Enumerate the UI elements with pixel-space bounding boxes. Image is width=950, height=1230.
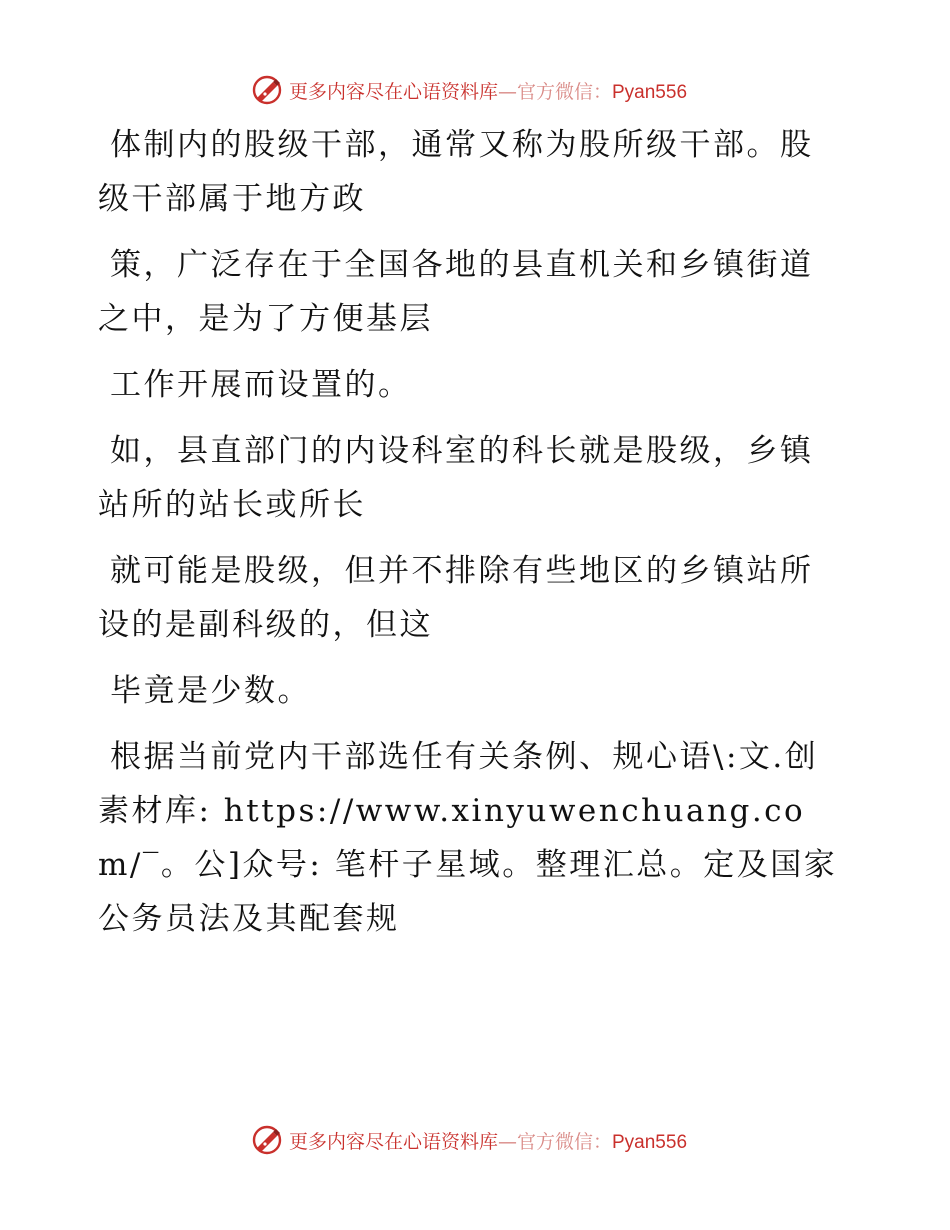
paragraph-4-lead: 如，县直部门的内设科室的科长就是股级，乡镇: [110, 433, 814, 469]
pen-nib-logo-icon: [251, 74, 283, 106]
footer-banner-content: [251, 1124, 687, 1156]
footer-banner-text: [289, 1127, 687, 1154]
header-banner-prefix: 更多内容尽在心语资料库: [288, 80, 498, 103]
header-banner-content: [251, 74, 687, 106]
paragraph-2-rest: 之中，是为了方便基层: [98, 301, 433, 337]
paragraph-5-lead: 就可能是股级，但并不排除有些地区的乡镇站所: [110, 553, 814, 589]
paragraph-3-lead: 工作开展而设置的。: [110, 367, 412, 403]
paragraph-1-rest: 级干部属于地方政: [98, 181, 366, 217]
document-body: [98, 118, 843, 958]
paragraph-7: [98, 730, 843, 946]
paragraph-2-lead: 策，广泛存在于全国各地的县直机关和乡镇街道: [110, 247, 814, 283]
paragraph-4: [98, 424, 843, 532]
footer-banner-suffix: 官方微信：: [516, 1130, 612, 1153]
paragraph-5: [98, 544, 843, 652]
header-banner-suffix: 官方微信：: [516, 80, 612, 103]
paragraph-1: [98, 118, 843, 226]
footer-banner: [0, 1120, 950, 1160]
paragraph-6: [98, 664, 843, 718]
footer-banner-prefix: 更多内容尽在心语资料库: [288, 1130, 498, 1153]
header-banner-dash: —: [497, 80, 517, 103]
paragraph-2: [98, 238, 843, 346]
footer-banner-handle: Pyan556: [612, 1131, 688, 1153]
paragraph-7-lead: 根据当前党内干部选任有关条例、规心语\:文.创: [110, 739, 819, 775]
header-banner: [0, 70, 950, 110]
paragraph-4-rest: 站所的站长或所长: [98, 487, 366, 523]
header-banner-text: [289, 77, 687, 104]
pen-nib-logo-icon: [251, 1124, 283, 1156]
header-banner-handle: Pyan556: [612, 81, 688, 103]
paragraph-7-rest: 素材库: https://www.xinyuwenchuang.com/‾。公]众号: 笔杆子星域。整理汇总。定及国家公务员法及其配套规: [98, 793, 838, 937]
paragraph-6-lead: 毕竟是少数。: [110, 673, 311, 709]
paragraph-5-rest: 设的是副科级的，但这: [98, 607, 433, 643]
footer-banner-dash: —: [497, 1130, 517, 1153]
paragraph-1-lead: 体制内的股级干部，通常又称为股所级干部。股: [110, 127, 814, 163]
paragraph-3: [98, 358, 843, 412]
